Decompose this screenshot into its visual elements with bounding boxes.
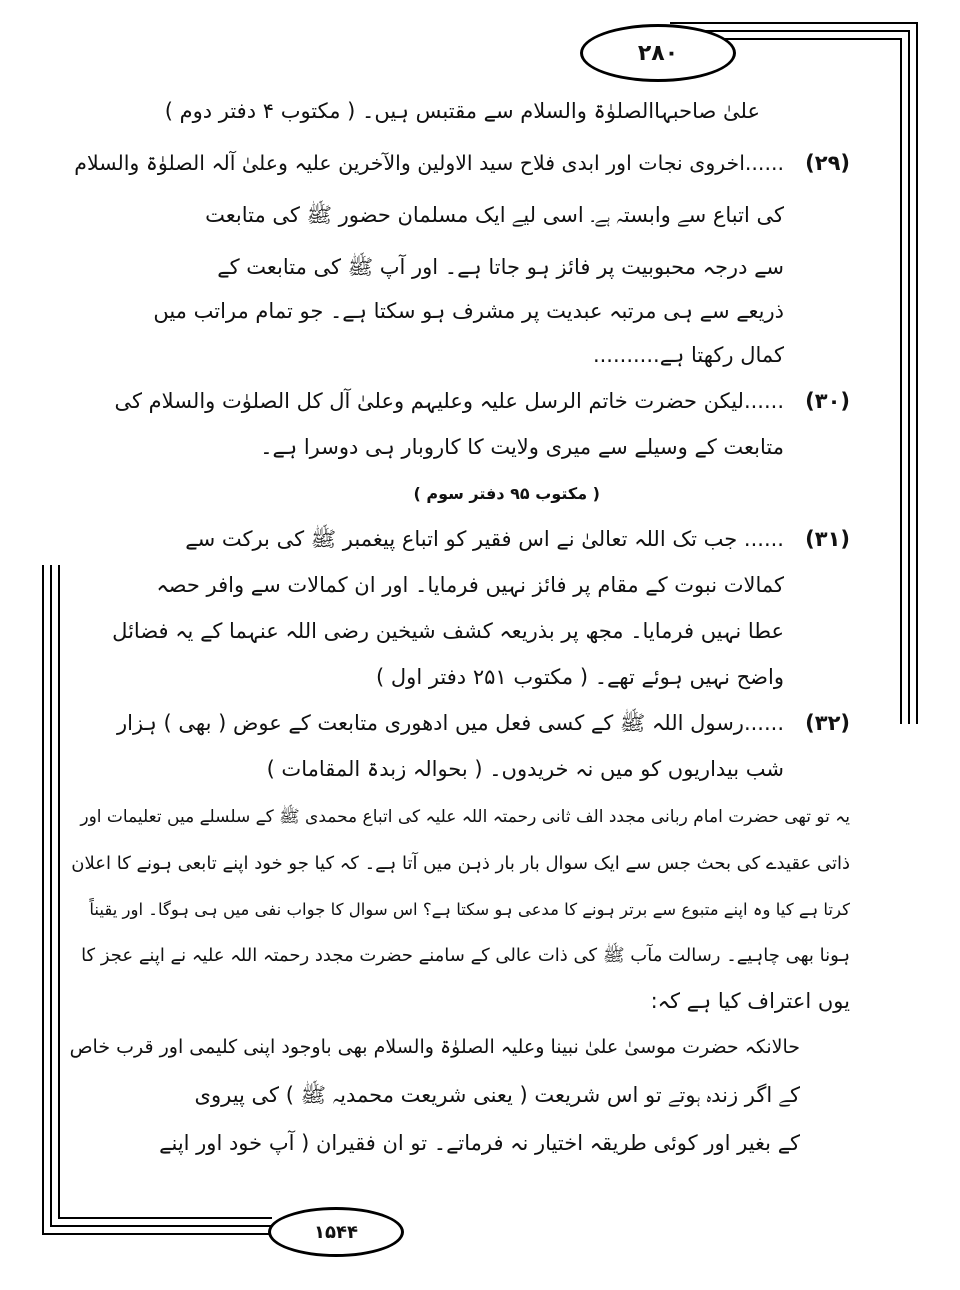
paragraph-line: ہونا بھی چاہیے۔ رسالت مآب ﷺ کی ذات عالی کے سامنے حضرت مجدد رحمتہ اللہ علیہ نے اپنے عجز کا xyxy=(81,945,850,966)
item-number xyxy=(801,704,850,743)
frame-line xyxy=(42,1233,272,1235)
text-line: متابعت کے وسیلے سے میری ولایت کا کاروبار ہی دوسرا ہے۔ xyxy=(260,435,784,459)
paragraph-line: یہ تو تھی حضرت امام ربانی مجدد الف ثانی رحمتہ اللہ علیہ کی اتباع محمدی ﷺ کے سلسلے میں تعلیمات اور xyxy=(80,807,850,827)
frame-line xyxy=(58,565,60,1219)
page-number-bottom: ۱۵۴۴ xyxy=(268,1207,404,1257)
item-number xyxy=(801,382,850,421)
frame-line xyxy=(916,22,918,724)
item-number-30: (۳۰) xyxy=(805,389,850,413)
item-number-31: (۳۱) xyxy=(805,527,850,551)
text-line: شب بیداریوں کو میں نہ خریدوں۔ ( بحوالہ زبدۃ المقامات ) xyxy=(266,757,784,781)
text-line: ذریعے سے ہی مرتبہ عبدیت پر مشرف ہو سکتا ہے۔ جو تمام مراتب میں xyxy=(153,299,784,323)
text-line: ......لیکن حضرت خاتم الرسل علیہ وعلیہم وعلیٰ آل کل الصلوٰت والسلام کی xyxy=(114,389,784,413)
frame-line xyxy=(50,565,52,1227)
text-line: کی اتباع سے وابستہ ہے۔ اسی لیے ایک مسلمان حضور ﷺ کی متابعت xyxy=(205,203,784,227)
text-line: ......اخروی نجات اور ابدی فلاح سید الاولین والآخرین علیہ وعلیٰ آلہ الصلوٰۃ والسلام xyxy=(74,151,784,175)
quote-line: حالانکہ حضرت موسیٰ علیٰ نبینا وعلیہ الصلوٰۃ والسلام بھی باوجود اپنی کلیمی اور قرب خاص xyxy=(69,1036,800,1058)
frame-line xyxy=(908,30,910,724)
frame-line xyxy=(42,565,44,1235)
text-line: علیٰ صاحبہاالصلوٰۃ والسلام سے مقتبس ہیں۔ ( مکتوب ۴ دفتر دوم ) xyxy=(164,99,760,123)
paragraph-line: ذاتی عقیدے کی بحث جس سے ایک سوال بار بار ذہن میں آتا ہے۔ کہ کیا جو خود اپنے تابعی ہونے کا اعلان xyxy=(71,853,850,874)
paragraph-line: یوں اعتراف کیا ہے کہ: xyxy=(650,989,850,1013)
frame-line xyxy=(900,38,902,724)
page-number-top: ۲۸۰ xyxy=(580,24,736,82)
text-line: کمالات نبوت کے مقام پر فائز نہیں فرمایا۔ اور ان کمالات سے وافر حصہ xyxy=(156,573,784,597)
reference: ( مکتوب ۹۵ دفتر سوم ) xyxy=(413,484,600,503)
quote-line: کے اگر زندہ ہوتے تو اس شریعت ( یعنی شریعت محمدیہ ﷺ ) کی پیروی xyxy=(194,1083,800,1107)
item-number xyxy=(801,144,850,183)
item-number-29: (۲۹) xyxy=(805,151,850,175)
paragraph-line: کرتا ہے کیا وہ اپنے متبوع سے برتر ہونے کا مدعی ہو سکتا ہے؟ اس سوال کا جواب نفی میں ہی ہوگا۔ اور یقیناً xyxy=(89,900,850,919)
item-number xyxy=(801,520,850,559)
text-line: عطا نہیں فرمایا۔ مجھ پر بذریعہ کشف شیخین رضی اللہ عنہما کے یہ فضائل xyxy=(112,619,784,643)
text-line: سے درجہ محبوبیت پر فائز ہو جاتا ہے۔ اور آپ ﷺ کی متابعت کے xyxy=(217,255,784,279)
text-line: ...... جب تک اللہ تعالیٰ نے اس فقیر کو اتباع پیغمبر ﷺ کی برکت سے xyxy=(185,527,784,551)
text-line: واضح نہیں ہوئے تھے۔ ( مکتوب ۲۵۱ دفتر اول ) xyxy=(376,665,784,689)
frame-line xyxy=(50,1225,272,1227)
text-line: کمال رکھتا ہے.......... xyxy=(592,343,784,367)
text-line: ......رسول اللہ ﷺ کے کسی فعل میں ادھوری متابعت کے عوض ( بھی ) ہزار xyxy=(116,711,784,735)
item-number-32: (۳۲) xyxy=(805,711,850,735)
quote-line: کے بغیر اور کوئی طریقہ اختیار نہ فرماتے۔ تو ان فقیران ( آپ خود اور اپنے xyxy=(159,1131,800,1155)
frame-line xyxy=(670,22,918,24)
frame-line xyxy=(58,1217,272,1219)
